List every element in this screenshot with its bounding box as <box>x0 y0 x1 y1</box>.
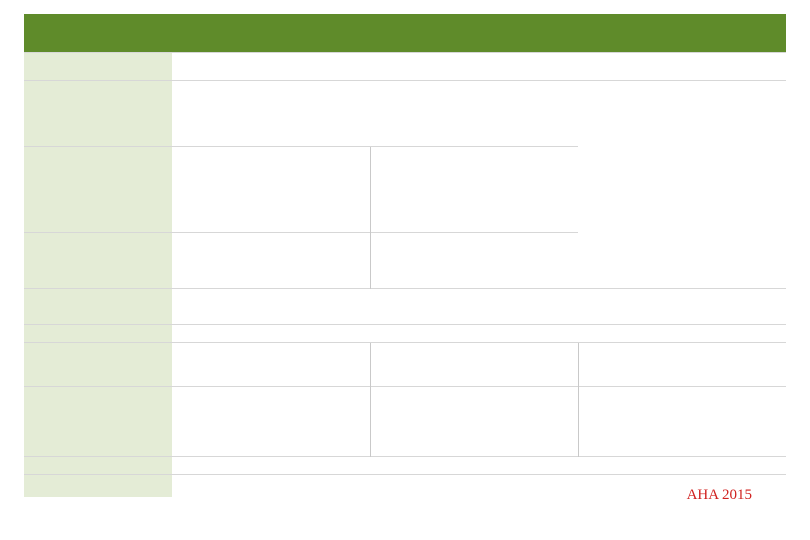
table-cell <box>578 387 786 457</box>
cell-text <box>375 189 575 199</box>
table-cell <box>172 147 370 233</box>
column-header-adult <box>172 14 370 53</box>
table-cell <box>172 53 786 81</box>
cell-text <box>375 179 575 189</box>
table-cell <box>172 325 786 343</box>
table-cell <box>370 233 578 289</box>
cell-text <box>176 169 366 179</box>
cell-text <box>583 345 783 355</box>
cell-text <box>176 327 782 337</box>
table-cell <box>172 343 370 387</box>
table-row <box>24 387 786 457</box>
cell-text <box>176 477 782 487</box>
row-label <box>24 53 172 81</box>
cell-text <box>176 389 366 399</box>
cell-text <box>375 355 574 365</box>
cell-text <box>375 389 574 399</box>
table-row <box>24 147 786 233</box>
table-row <box>24 233 786 289</box>
cell-text <box>375 399 574 409</box>
column-header-infant <box>578 14 786 53</box>
table-row <box>24 457 786 475</box>
table-cell <box>172 457 786 475</box>
cell-text <box>583 389 783 399</box>
table-cell <box>370 147 578 233</box>
row-label <box>24 81 172 147</box>
cell-text <box>583 429 783 439</box>
table-cell <box>172 289 786 325</box>
cell-text <box>176 93 782 103</box>
table-row <box>24 53 786 81</box>
cell-text <box>375 199 575 209</box>
cell-text <box>176 301 782 311</box>
cell-text <box>375 169 575 179</box>
table-row <box>24 81 786 147</box>
row-label <box>24 387 172 457</box>
column-header-child <box>370 14 578 53</box>
cell-text <box>176 235 366 245</box>
cell-text <box>375 149 575 159</box>
cell-text <box>176 179 366 189</box>
table-body <box>24 53 786 497</box>
table-cell <box>172 387 370 457</box>
row-label <box>24 147 172 233</box>
cell-text <box>176 55 782 65</box>
cell-text <box>375 255 575 265</box>
row-label <box>24 457 172 475</box>
row-label <box>24 289 172 325</box>
cell-text <box>176 245 366 255</box>
table-cell <box>370 387 578 457</box>
cell-text <box>176 291 782 301</box>
cell-text <box>375 265 575 275</box>
cell-text <box>375 235 575 245</box>
row-label <box>24 343 172 387</box>
cell-text <box>176 159 366 169</box>
cell-text <box>375 209 575 219</box>
cell-text <box>176 103 782 113</box>
source-stamp: AHA 2015 <box>686 487 752 503</box>
cell-text <box>375 345 574 355</box>
cell-text <box>375 159 575 169</box>
cell-text <box>375 245 575 255</box>
table-row <box>24 325 786 343</box>
cell-text <box>583 409 783 419</box>
row-label <box>24 475 172 497</box>
cell-text <box>583 419 783 429</box>
cell-text <box>176 83 782 93</box>
cell-text <box>583 355 783 365</box>
cell-text <box>176 459 782 469</box>
table-cell <box>172 233 370 289</box>
cell-text <box>176 345 366 355</box>
column-header-component <box>24 14 172 53</box>
cpr-comparison-table <box>24 14 786 497</box>
cell-text <box>583 399 783 409</box>
cell-text <box>176 209 366 219</box>
table-row <box>24 343 786 387</box>
table-cell <box>578 343 786 387</box>
row-label <box>24 233 172 289</box>
table-cell <box>370 343 578 387</box>
row-label <box>24 325 172 343</box>
cell-text <box>176 189 366 199</box>
table-row <box>24 475 786 497</box>
table-row <box>24 289 786 325</box>
cell-text <box>176 113 782 123</box>
table-header-row <box>24 14 786 53</box>
cell-text <box>176 149 366 159</box>
cell-text <box>176 199 366 209</box>
table-cell <box>172 81 786 147</box>
cpr-comparison-frame <box>24 14 786 524</box>
